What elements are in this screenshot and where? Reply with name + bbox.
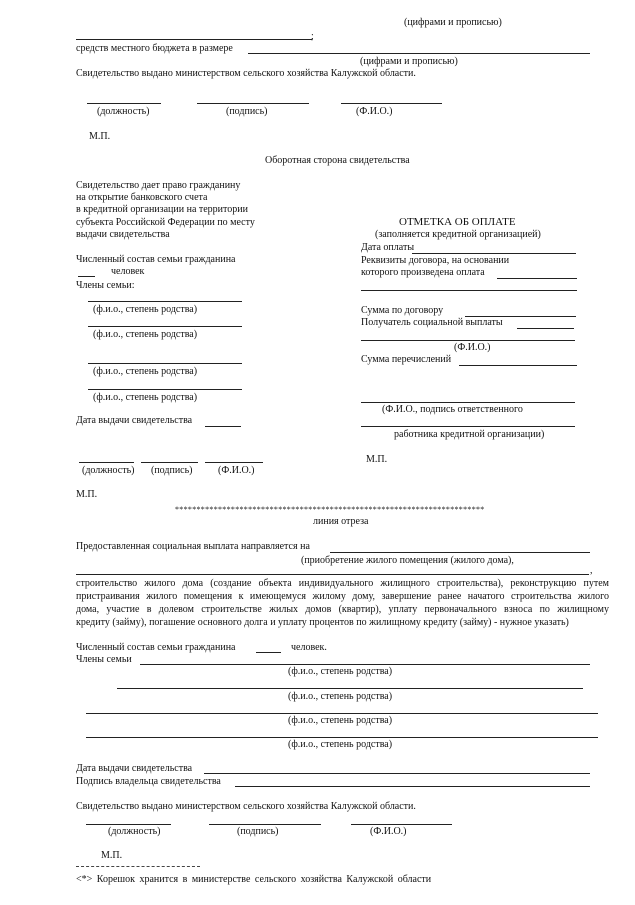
stub-issued-by-text: Свидетельство выдано министерством сельского хозяйства Калужской области.: [76, 801, 416, 812]
stub-member-line-1: [140, 664, 590, 665]
stub-member-line-2: [117, 688, 583, 689]
budget-amount-label: средств местного бюджета в размере: [76, 43, 233, 54]
contract-sum-label: Сумма по договору: [361, 305, 444, 316]
responsible-line-2: [361, 426, 575, 427]
stub-stamp-label: М.П.: [101, 850, 123, 861]
caption-position: (должность): [108, 826, 161, 837]
caption-position: (должность): [97, 106, 150, 117]
recipient-line-2: [361, 340, 575, 341]
member-caption-4: (ф.и.о., степень родства): [93, 392, 198, 403]
back-side-title: Оборотная сторона свидетельства: [265, 155, 410, 166]
comma: ,: [590, 565, 593, 576]
owner-signature-label: Подпись владельца свидетельства: [76, 776, 221, 787]
payment-date-line: [412, 253, 576, 254]
stub-member-line-4: [86, 737, 598, 738]
right-text-line-3: в кредитной организации на территории: [76, 204, 248, 215]
position-line: [86, 824, 171, 825]
issue-date-line: [205, 426, 241, 427]
issued-by-text: Свидетельство выдано министерством сельского хозяйства Калужской области.: [76, 68, 416, 79]
caption-signature: (подпись): [226, 106, 268, 117]
directed-to-label: Предоставленная социальная выплата направляется на: [76, 541, 310, 552]
stub-member-caption-4: (ф.и.о., степень родства): [288, 739, 393, 750]
signature-line: [197, 103, 309, 104]
member-caption-2: (ф.и.о., степень родства): [93, 329, 198, 340]
stub-member-caption-3: (ф.и.о., степень родства): [288, 715, 393, 726]
recipient-label: Получатель социальной выплаты: [361, 317, 503, 328]
payment-mark-title: ОТМЕТКА ОБ ОПЛАТЕ: [399, 216, 516, 228]
position-line: [87, 103, 161, 104]
payment-mark-subtitle: (заполняется кредитной организацией): [375, 229, 541, 240]
directed-to-caption: (приобретение жилого помещения (жилого дома),: [301, 555, 514, 566]
caption-fio: (Ф.И.О.): [370, 826, 407, 837]
caption-fio: (Ф.И.О.): [356, 106, 393, 117]
stub-member-caption-2: (ф.и.о., степень родства): [288, 691, 393, 702]
caption-position: (должность): [82, 465, 135, 476]
family-count-line: [78, 276, 95, 277]
right-text-line-4: субъекта Российской Федерации по месту: [76, 217, 255, 228]
signature-line: [141, 462, 198, 463]
people-label: человек: [111, 266, 145, 277]
family-count-label: Численный состав семьи гражданина: [76, 254, 236, 265]
caption-amount-words-top: (цифрами и прописью): [404, 17, 502, 28]
caption-fio: (Ф.И.О.): [218, 465, 255, 476]
stamp-label: М.П.: [76, 489, 98, 500]
requisites-line-2: [361, 290, 577, 291]
budget-amount-line: [248, 53, 590, 54]
issue-date-label: Дата выдачи свидетельства: [76, 415, 193, 426]
fio-line: [205, 462, 263, 463]
position-line: [79, 462, 134, 463]
member-caption-3: (ф.и.о., степень родства): [93, 366, 198, 377]
owner-signature-line: [235, 786, 590, 787]
transfer-sum-label: Сумма перечислений: [361, 354, 452, 365]
signature-line: [209, 824, 321, 825]
right-text-line-1: Свидетельство дает право гражданину: [76, 180, 241, 191]
purpose-line-2: пристраивания жилого помещения к имеющемуся жилому дому, завершение ранее начатого строительства жилого: [76, 591, 609, 602]
directed-to-line-2: [76, 574, 589, 575]
purpose-line-4: кредиту (займу), погашение основного долга и уплату процентов по жилищному кредиту (займу) - нужное указать): [76, 617, 569, 628]
recipient-fio-caption: (Ф.И.О.): [454, 342, 491, 353]
purpose-line-1: строительство жилого дома (создание объекта индивидуального жилищного строительства), реконструкцию путем: [76, 578, 609, 589]
fio-line: [341, 103, 442, 104]
stub-member-caption-1: (ф.и.о., степень родства): [288, 666, 393, 677]
footnote-separator: [76, 866, 200, 867]
member-caption-1: (ф.и.о., степень родства): [93, 304, 198, 315]
stub-issue-date-label: Дата выдачи свидетельства: [76, 763, 193, 774]
member-line-1: [88, 301, 242, 302]
caption-signature: (подпись): [237, 826, 279, 837]
stub-member-line-3: [86, 713, 598, 714]
requisites-label-2: которого произведена оплата: [361, 267, 485, 278]
stub-family-count-label: Численный состав семьи гражданина: [76, 642, 236, 653]
stub-family-count-line: [256, 652, 281, 653]
cut-line-stars: ************************************************************************: [175, 505, 485, 514]
payment-date-label: Дата оплаты: [361, 242, 415, 253]
blank-line: [76, 39, 312, 40]
requisites-line-1: [497, 278, 577, 279]
purpose-line-3: дома, участие в долевом строительстве жилых домов (квартир), уплату первоначального взноса по жилищному: [76, 604, 609, 615]
member-line-4: [88, 389, 242, 390]
stub-issue-date-line: [204, 773, 590, 774]
recipient-line: [517, 328, 574, 329]
caption-signature: (подпись): [151, 465, 193, 476]
responsible-caption-2: работника кредитной организации): [394, 429, 545, 440]
payment-stamp-label: М.П.: [366, 454, 388, 465]
right-text-line-2: на открытие банковского счета: [76, 192, 208, 203]
stamp-label: М.П.: [89, 131, 111, 142]
stub-people-label: человек.: [291, 642, 327, 653]
member-line-2: [88, 326, 242, 327]
semicolon: ;: [311, 31, 314, 42]
requisites-label-1: Реквизиты договора, на основании: [361, 255, 510, 266]
transfer-sum-line: [459, 365, 577, 366]
stub-family-members-label: Члены семьи: [76, 654, 132, 665]
right-text-line-5: выдачи свидетельства: [76, 229, 170, 240]
fio-line: [351, 824, 452, 825]
cut-line-label: линия отреза: [313, 516, 369, 527]
directed-to-line: [330, 552, 590, 553]
member-line-3: [88, 363, 242, 364]
family-members-label: Члены семьи:: [76, 280, 135, 291]
footnote-text: <*> Корешок хранится в министерстве сельского хозяйства Калужской области: [76, 874, 432, 885]
responsible-line-1: [361, 402, 575, 403]
caption-amount-words: (цифрами и прописью): [360, 56, 458, 67]
responsible-caption-1: (Ф.И.О., подпись ответственного: [382, 404, 523, 415]
